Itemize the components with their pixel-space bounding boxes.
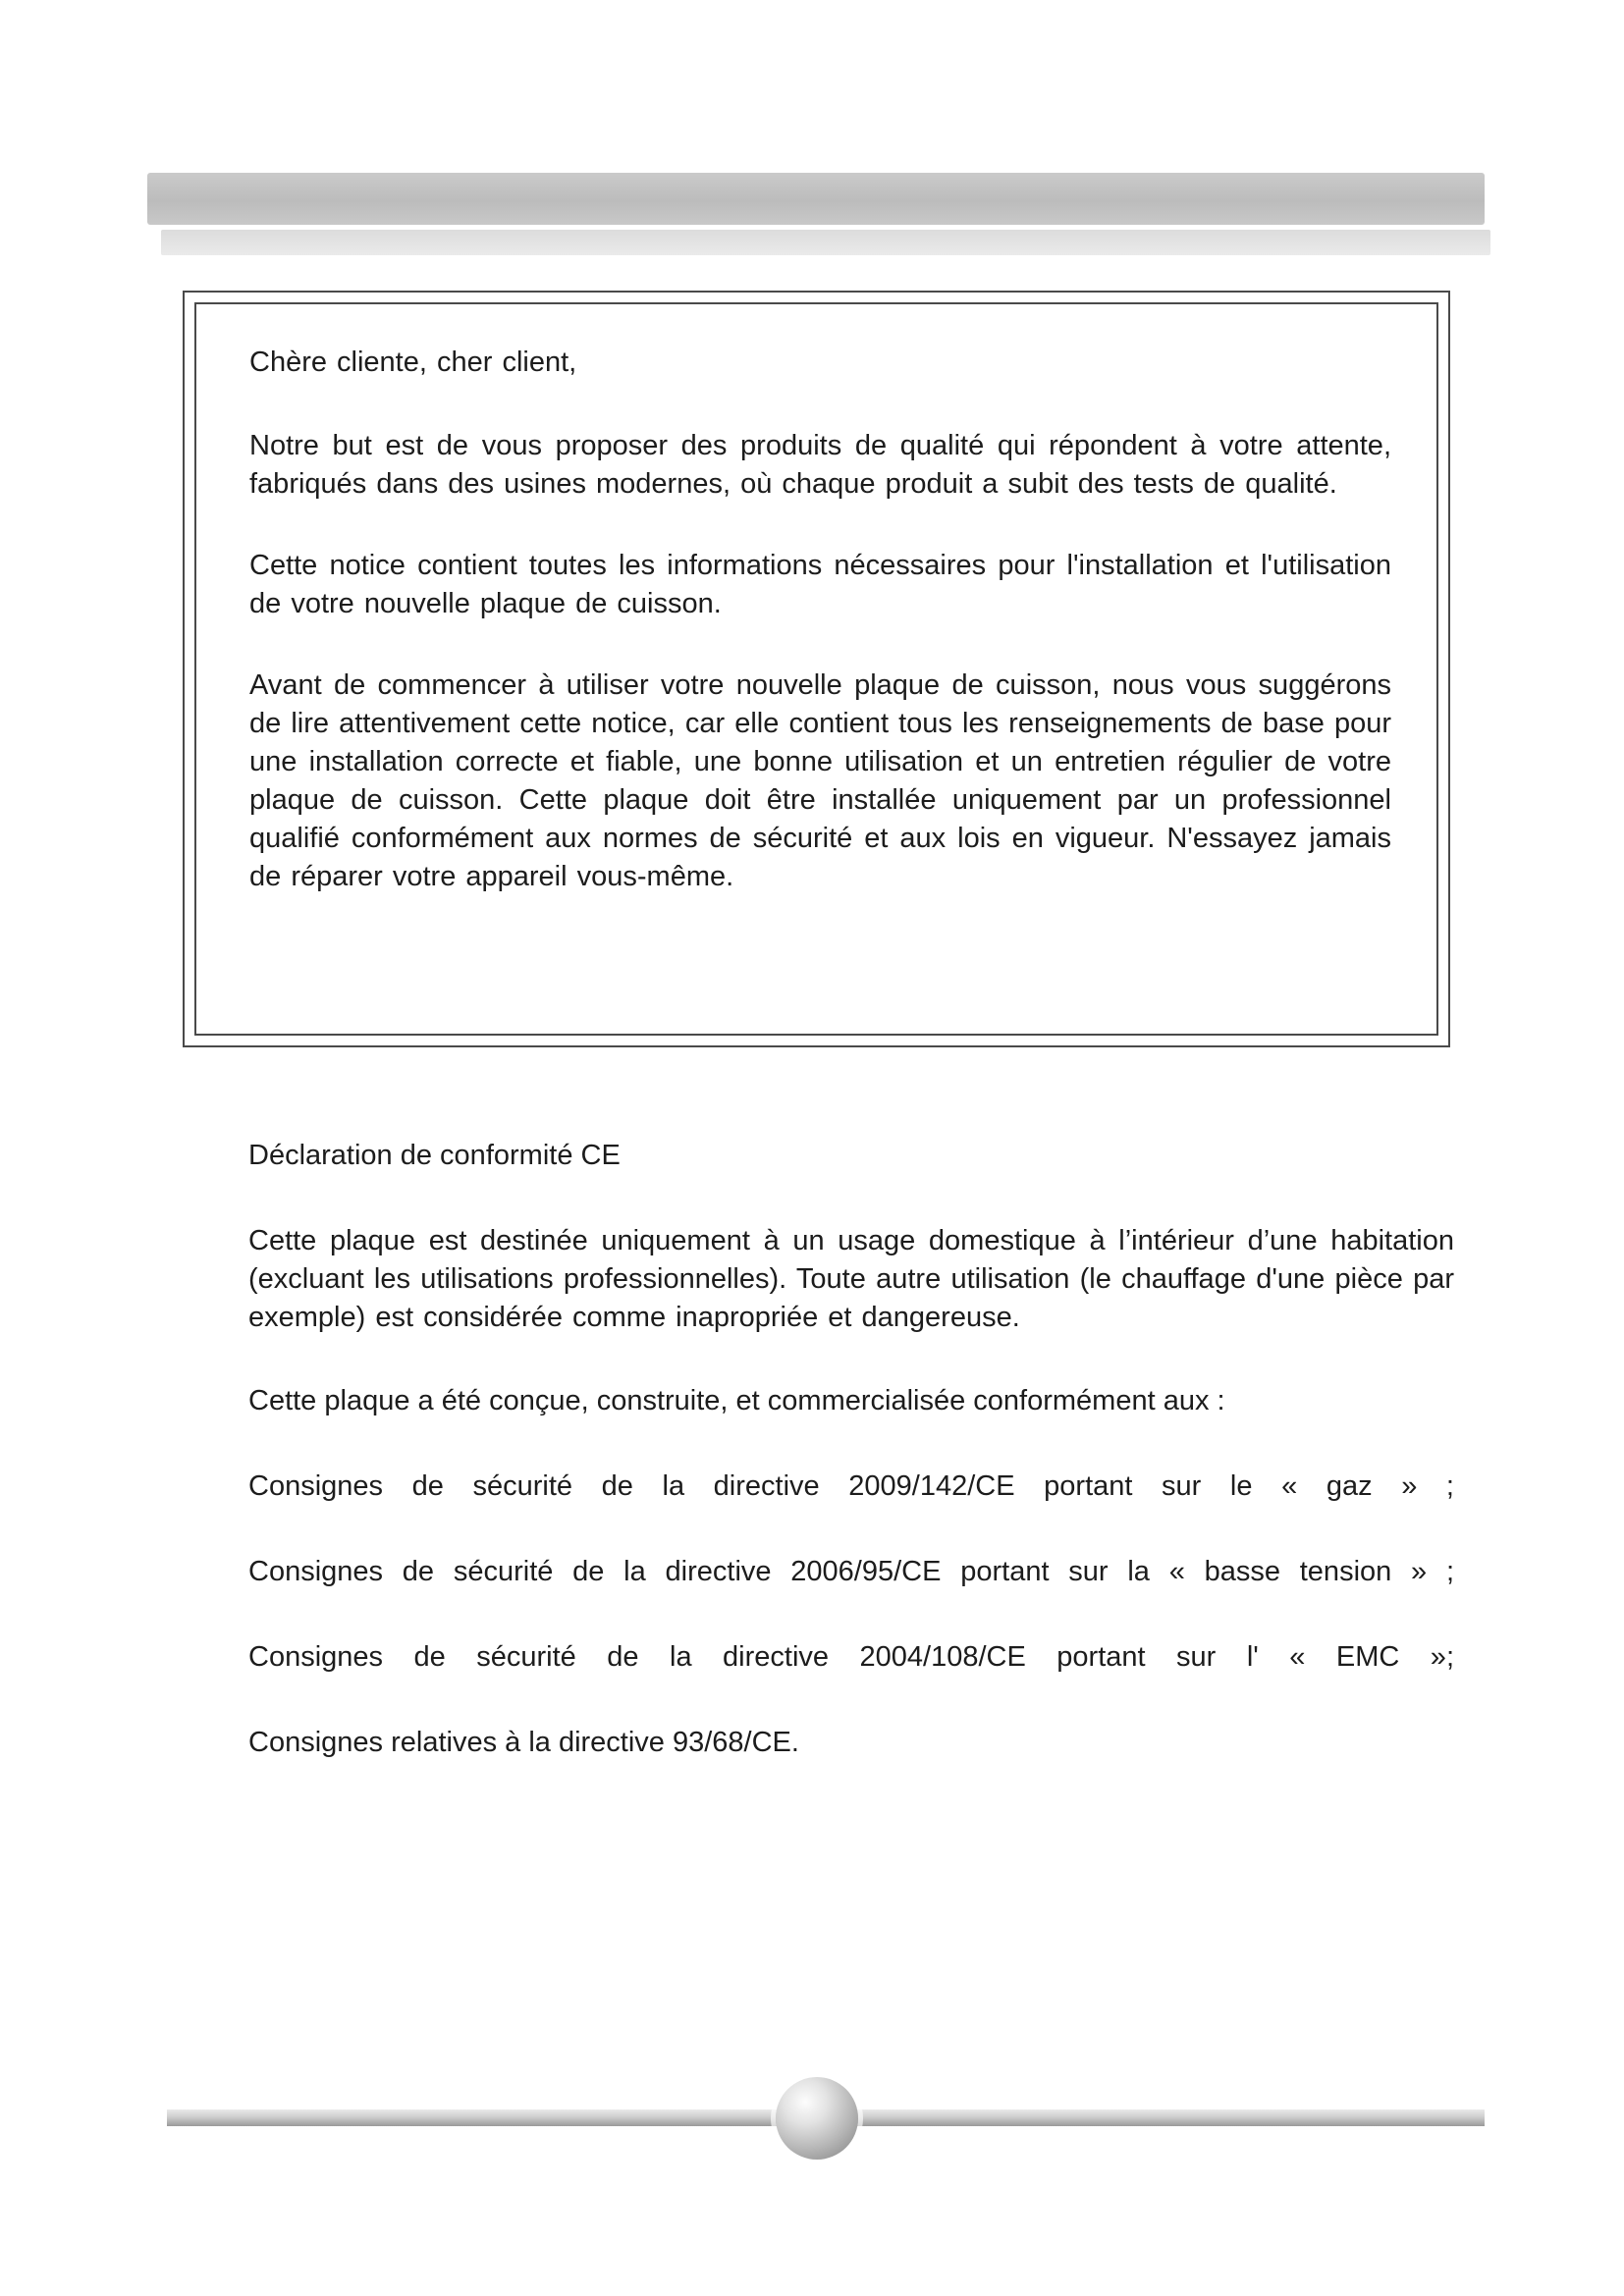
letter-salutation: Chère cliente, cher client, <box>249 347 577 378</box>
directive-item-emc: Consignes de sécurité de la directive 2004/108/CE portant sur l' « EMC »; <box>248 1641 1454 1673</box>
letter-paragraph-advice: Avant de commencer à utiliser votre nouvelle plaque de cuisson, nous vous suggérons de lire attentivement cette notice, car elle contient tous les renseignements de base pour une installation correcte et fiable, une bonne utilisation et un entretien régulier de votre plaque de cuisson. Cette plaque doit être installée uniquement par un professionnel qualifié conformément aux normes de sécurité et aux lois en vigueur. N'essayez jamais de réparer votre appareil vous-même. <box>249 669 1391 892</box>
ce-declaration-design: Cette plaque a été conçue, construite, et commercialisée conformément aux : <box>248 1385 1225 1416</box>
header-bar <box>147 173 1485 225</box>
ce-declaration-title: Déclaration de conformité CE <box>248 1140 621 1171</box>
directive-item-93-68: Consignes relatives à la directive 93/68/CE. <box>248 1727 799 1758</box>
ce-declaration-intro: Cette plaque est destinée uniquement à un usage domestique à l’intérieur d’une habitation (excluant les utilisations professionnelles). Toute autre utilisation (le chauffage d'une pièce par exemple) est considérée comme inapropriée et dangereuse. <box>248 1225 1454 1333</box>
welcome-letter <box>194 302 1438 1036</box>
welcome-letter-frame <box>183 291 1450 1047</box>
footer-orb-icon <box>776 2077 858 2160</box>
header-bar-shadow <box>161 230 1490 255</box>
letter-paragraph-quality: Notre but est de vous proposer des produits de qualité qui répondent à votre attente, fabriqués dans des usines modernes, où chaque produit a subit des tests de qualité. <box>249 430 1391 500</box>
letter-paragraph-notice: Cette notice contient toutes les informations nécessaires pour l'installation et l'utilisation de votre nouvelle plaque de cuisson. <box>249 550 1391 619</box>
directive-item-basse-tension: Consignes de sécurité de la directive 2006/95/CE portant sur la « basse tension » ; <box>248 1556 1454 1587</box>
directive-item-gaz: Consignes de sécurité de la directive 2009/142/CE portant sur le « gaz » ; <box>248 1470 1454 1502</box>
ce-declaration-section <box>248 1137 1454 1809</box>
